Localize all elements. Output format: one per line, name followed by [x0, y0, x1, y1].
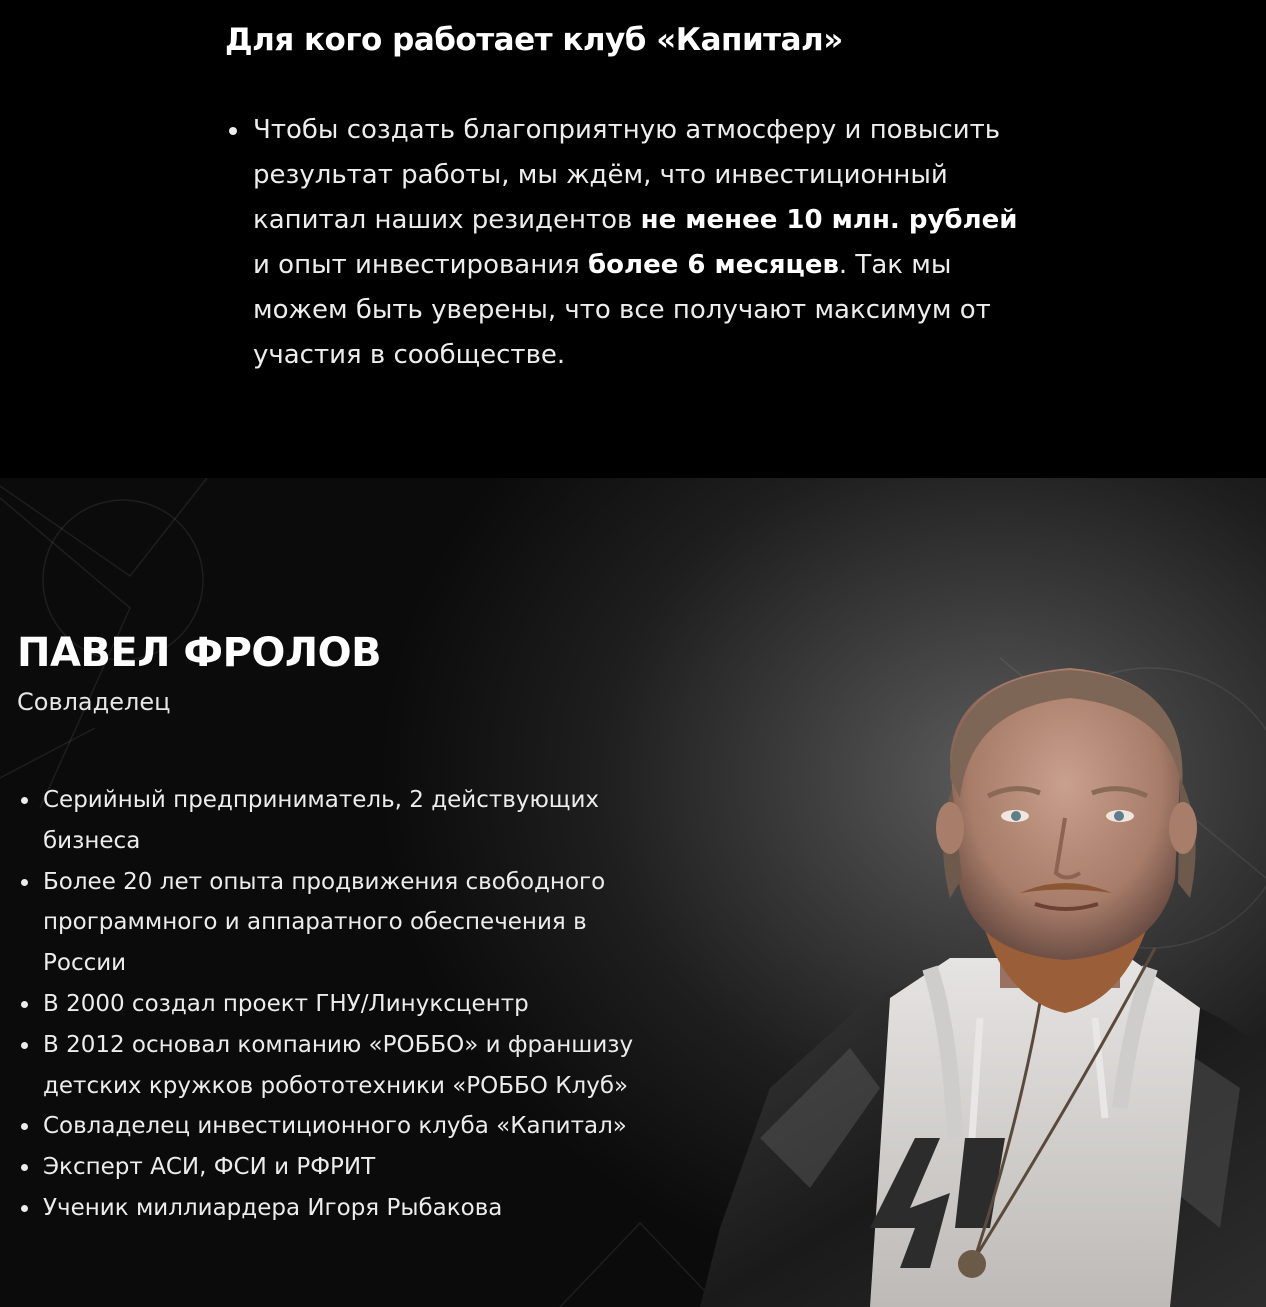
requirement-text-1: Чтобы создать благоприятную атмосферу и повысить результат работы, мы ждём, что инвестиционный капитал наших резидентов — [253, 115, 1001, 235]
requirement-experience-highlight: более 6 месяцев — [588, 250, 839, 280]
club-audience-section — [0, 0, 1266, 478]
founder-fact-item: Совладелец инвестиционного клуба «Капитал» — [43, 1106, 653, 1147]
founder-fact-item: В 2000 создал проект ГНУ/Линуксцентр — [43, 984, 653, 1025]
requirement-text-2: и опыт инвестирования — [253, 250, 589, 280]
club-requirements-list — [225, 108, 1023, 378]
founder-fact-item: Более 20 лет опыта продвижения свободного программного и аппаратного обеспечения в России — [43, 862, 653, 984]
founder-fact-item: В 2012 основал компанию «РОББО» и франшизу детских кружков робототехники «РОББО Клуб» — [43, 1025, 653, 1107]
club-requirement-item — [253, 108, 1023, 378]
founder-fact-item: Эксперт АСИ, ФСИ и РФРИТ — [43, 1147, 653, 1188]
founder-section — [0, 478, 1266, 1307]
founder-role: Совладелец — [17, 688, 171, 716]
founder-portrait — [700, 668, 1266, 1307]
founder-name: ПАВЕЛ ФРОЛОВ — [17, 630, 382, 676]
founder-facts-list — [17, 780, 653, 1229]
club-audience-heading: Для кого работает клуб «Капитал» — [225, 22, 843, 58]
requirement-text-3: . Так мы можем быть уверены, что все получают максимум от участия в сообществе. — [253, 250, 991, 370]
founder-fact-item: Ученик миллиардера Игоря Рыбакова — [43, 1188, 653, 1229]
requirement-capital-highlight: не менее 10 млн. рублей — [640, 205, 1018, 235]
founder-fact-item: Серийный предприниматель, 2 действующих бизнеса — [43, 780, 653, 862]
